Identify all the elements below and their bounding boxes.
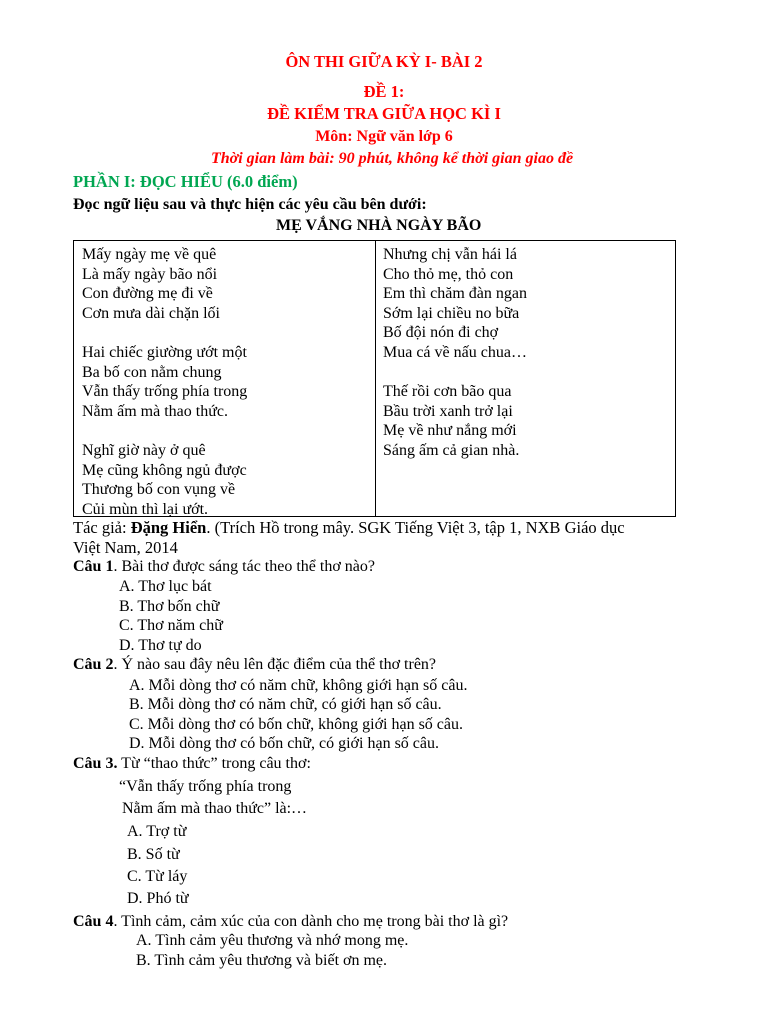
question-1 <box>73 557 375 577</box>
poem-line: Em thì chăm đàn ngan <box>383 285 527 303</box>
poem-line: Con đường mẹ đi về <box>82 285 213 303</box>
poem-line: Mấy ngày mẹ về quê <box>82 246 217 263</box>
question-label: Câu 1 <box>73 558 114 575</box>
question-text: . Ý nào sau đây nêu lên đặc điểm của thể thơ trên? <box>113 656 437 673</box>
poem-title: MẸ VẮNG NHÀ NGÀY BÃO <box>276 217 482 234</box>
poem-line: Nghĩ giờ này ở quê <box>82 441 206 459</box>
poem-line: Sáng ấm cả gian nhà. <box>383 441 520 459</box>
poem-line <box>82 323 247 343</box>
subject-line: Môn: Ngữ văn lớp 6 <box>315 128 453 145</box>
poem-line: Nằm ấm mà thao thức. <box>82 402 228 420</box>
poem-table <box>73 240 676 517</box>
answer-option: A. Tình cảm yêu thương và nhớ mong mẹ. <box>136 932 409 949</box>
question-text: . Tình cảm, cảm xúc của con dành cho mẹ trong bài thơ là gì? <box>113 913 509 930</box>
poem-line: Cơn mưa dài chặn lối <box>82 304 220 322</box>
poem-line: Vẫn thấy trống phía trong <box>82 383 248 401</box>
source-prefix: Tác giả: <box>73 518 131 537</box>
poem-left-column <box>82 245 247 519</box>
answer-option: D. Mỗi dòng thơ có bốn chữ, có giới hạn số câu. <box>129 735 439 752</box>
poem-line: Ba bố con nằm chung <box>82 363 222 381</box>
poem-line: Bầu trời xanh trở lại <box>383 402 513 420</box>
answer-option: A. Trợ từ <box>127 823 187 840</box>
source-text: . (Trích Hồ trong mây. SGK Tiếng Việt 3, tập 1, NXB Giáo dục <box>206 518 625 537</box>
answer-option: B. Số từ <box>127 846 180 863</box>
poem-line: Củi mùn thì lại ướt. <box>82 500 209 518</box>
exam-title: ĐỀ KIỂM TRA GIỮA HỌC KÌ I <box>267 104 501 123</box>
poem-line: Hai chiếc giường ướt một <box>82 343 247 361</box>
answer-option: B. Mỗi dòng thơ có năm chữ, có giới hạn số câu. <box>129 696 442 713</box>
question-3 <box>73 754 311 774</box>
answer-option: C. Từ láy <box>127 868 188 885</box>
question-text: . Bài thơ được sáng tác theo thể thơ nào? <box>113 558 375 575</box>
answer-option: B. Tình cảm yêu thương và biết ơn mẹ. <box>136 952 388 969</box>
quote-line: Nằm ấm mà thao thức” là:… <box>122 800 308 817</box>
poem-line: Mẹ cũng không ngủ được <box>82 461 247 479</box>
document-title: ÔN THI GIỮA KỲ I- BÀI 2 <box>285 52 483 71</box>
answer-option: D. Phó từ <box>127 890 189 907</box>
question-label: Câu 2 <box>73 656 114 673</box>
poem-line <box>383 363 527 383</box>
answer-option: C. Mỗi dòng thơ có bốn chữ, không giới hạn số câu. <box>129 716 464 733</box>
poem-line <box>82 421 247 441</box>
instruction: Đọc ngữ liệu sau và thực hiện các yêu cầu bên dưới: <box>73 196 427 213</box>
answer-option: D. Thơ tự do <box>119 637 202 654</box>
poem-line: Mẹ về như nắng mới <box>383 422 517 440</box>
question-text: Từ “thao thức” trong câu thơ: <box>117 755 311 772</box>
answer-option: A. Thơ lục bát <box>119 578 212 595</box>
section-title: PHẦN I: ĐỌC HIỂU (6.0 điểm) <box>73 172 298 191</box>
poem-line: Bố đội nón đi chợ <box>383 324 499 342</box>
author-name: Đặng Hiển <box>130 518 207 537</box>
poem-line: Cho thỏ mẹ, thỏ con <box>383 265 514 283</box>
question-label: Câu 4 <box>73 913 114 930</box>
answer-option: C. Thơ năm chữ <box>119 617 223 634</box>
table-divider <box>375 241 376 516</box>
source-line-2: Việt Nam, 2014 <box>73 538 178 557</box>
question-label: Câu 3. <box>73 755 118 772</box>
poem-line: Là mấy ngày bão nổi <box>82 265 218 283</box>
exam-number: ĐỀ 1: <box>363 82 405 101</box>
poem-line: Thương bố con vụng về <box>82 481 236 499</box>
answer-option: B. Thơ bốn chữ <box>119 598 220 615</box>
poem-line: Mua cá về nấu chua… <box>383 343 527 361</box>
answer-option: A. Mỗi dòng thơ có năm chữ, không giới hạn số câu. <box>129 677 468 694</box>
poem-right-column <box>383 245 527 461</box>
question-2 <box>73 655 436 675</box>
time-line: Thời gian làm bài: 90 phút, không kể thời gian giao đề <box>210 150 574 167</box>
question-4 <box>73 912 508 932</box>
source-line <box>73 518 625 538</box>
poem-line: Thế rồi cơn bão qua <box>383 383 512 401</box>
poem-line: Nhưng chị vẫn hái lá <box>383 246 517 263</box>
quote-line: “Vẫn thấy trống phía trong <box>119 778 292 795</box>
poem-line: Sớm lại chiều no bữa <box>383 304 520 322</box>
